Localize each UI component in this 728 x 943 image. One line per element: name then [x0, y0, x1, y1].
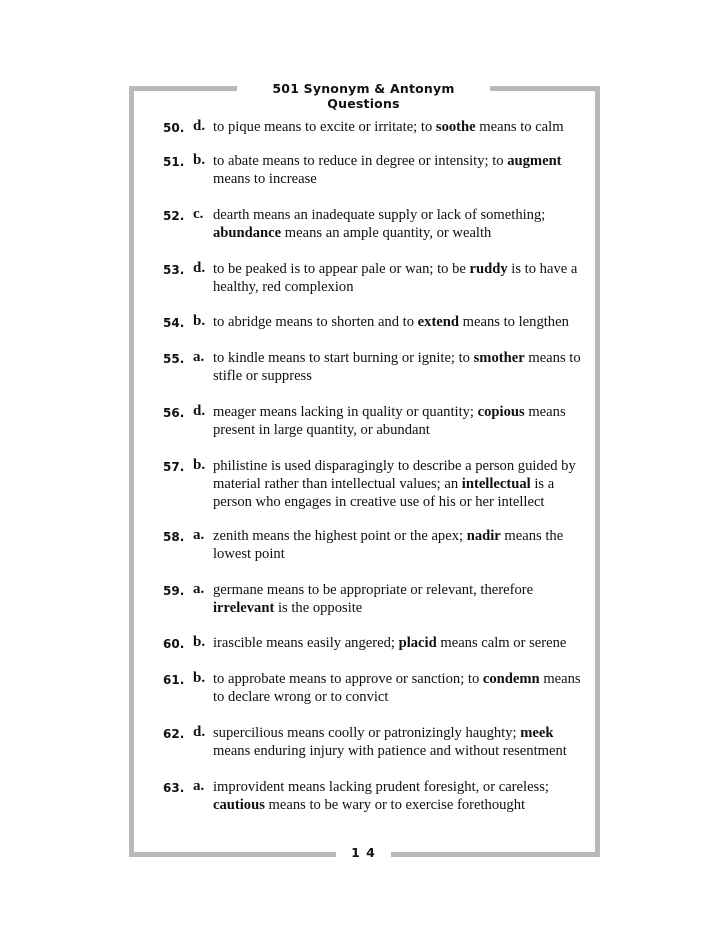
antonym-term: abundance — [213, 225, 282, 241]
explanation-text: means to increase — [213, 171, 317, 187]
explanation-text: to abate means to reduce in degree or intensity; to — [213, 153, 508, 169]
answer-letter: d. — [193, 260, 206, 276]
answer-letter: b. — [193, 313, 206, 329]
explanation-text: means an ample quantity, or wealth — [281, 225, 492, 241]
explanation-text: dearth means an inadequate supply or lack of something; — [213, 207, 546, 223]
answer-number: 50. — [163, 121, 185, 135]
explanation-text: to approbate means to approve or sanction; to — [213, 671, 483, 687]
answer-explanation — [213, 349, 583, 385]
answer-number: 57. — [163, 460, 185, 474]
answer-number: 63. — [163, 781, 185, 795]
answer-letter: a. — [193, 581, 205, 597]
antonym-term: nadir — [466, 528, 501, 544]
answer-letter: d. — [193, 118, 206, 134]
explanation-text: meager means lacking in quality or quantity; — [213, 404, 478, 420]
answer-number: 51. — [163, 155, 185, 169]
antonym-term: meek — [520, 725, 554, 741]
answer-number: 60. — [163, 637, 185, 651]
explanation-text: means enduring injury with patience and without resentment — [213, 743, 567, 759]
explanation-text: to kindle means to start burning or ignite; to — [213, 350, 474, 366]
page-header-title: 501 Synonym & Antonym Questions — [272, 81, 455, 111]
antonym-term: soothe — [435, 119, 476, 135]
answer-explanation — [213, 778, 583, 814]
explanation-text: zenith means the highest point or the apex; — [213, 528, 467, 544]
explanation-text: to abridge means to shorten and to — [213, 314, 418, 330]
explanation-text: means the lowest point — [213, 528, 564, 562]
explanation-text: is a person who engages in creative use of his or her intellect — [213, 476, 555, 510]
answer-number: 62. — [163, 727, 185, 741]
antonym-term: cautious — [213, 797, 265, 813]
answer-number: 58. — [163, 530, 185, 544]
answer-explanation — [213, 670, 583, 706]
explanation-text: is to have a healthy, red complexion — [213, 261, 578, 295]
explanation-text: to be peaked is to appear pale or wan; to be — [213, 261, 470, 277]
antonym-term: placid — [398, 635, 437, 651]
answer-letter: b. — [193, 152, 206, 168]
explanation-text: means to calm — [475, 119, 564, 135]
answer-explanation — [213, 527, 583, 563]
answer-number: 52. — [163, 209, 185, 223]
antonym-term: copious — [477, 404, 525, 420]
antonym-term: intellectual — [461, 476, 531, 492]
explanation-text: germane means to be appropriate or relevant, therefore — [213, 582, 534, 598]
explanation-text: means to stifle or suppress — [213, 350, 581, 384]
explanation-text: philistine is used disparagingly to describe a person guided by material rather than intellectual values; an — [213, 458, 576, 492]
answer-explanation — [213, 581, 583, 617]
answer-number: 54. — [163, 316, 185, 330]
answer-explanation — [213, 457, 583, 511]
answer-explanation — [213, 313, 583, 331]
answer-number: 59. — [163, 584, 185, 598]
explanation-text: supercilious means coolly or patronizingly haughty; — [213, 725, 521, 741]
answer-letter: b. — [193, 457, 206, 473]
explanation-text: means to declare wrong or to convict — [213, 671, 581, 705]
answer-letter: c. — [193, 206, 204, 222]
answer-number: 61. — [163, 673, 185, 687]
answer-explanation — [213, 152, 583, 188]
answer-explanation — [213, 260, 583, 296]
explanation-text: means present in large quantity, or abundant — [213, 404, 566, 438]
page-number: 1 4 — [351, 845, 376, 860]
antonym-term: smother — [473, 350, 525, 366]
explanation-text: means calm or serene — [436, 635, 567, 651]
answer-letter: a. — [193, 527, 205, 543]
answer-explanation — [213, 634, 583, 652]
answer-letter: d. — [193, 724, 206, 740]
answer-number: 55. — [163, 352, 185, 366]
antonym-term: augment — [507, 153, 562, 169]
antonym-term: extend — [417, 314, 460, 330]
answer-letter: b. — [193, 670, 206, 686]
answer-letter: a. — [193, 778, 205, 794]
answer-explanation — [213, 206, 583, 242]
explanation-text: is the opposite — [274, 600, 363, 616]
explanation-text: means to lengthen — [459, 314, 569, 330]
answer-explanation — [213, 403, 583, 439]
antonym-term: condemn — [482, 671, 540, 687]
answer-letter: b. — [193, 634, 206, 650]
answer-explanation — [213, 724, 583, 760]
answer-number: 53. — [163, 263, 185, 277]
antonym-term: irrelevant — [213, 600, 275, 616]
answer-explanation — [213, 118, 583, 136]
antonym-term: ruddy — [469, 261, 508, 277]
answer-letter: a. — [193, 349, 205, 365]
explanation-text: irascible means easily angered; — [213, 635, 399, 651]
explanation-text: means to be wary or to exercise forethought — [264, 797, 526, 813]
explanation-text: to pique means to excite or irritate; to — [213, 119, 436, 135]
answer-letter: d. — [193, 403, 206, 419]
answer-number: 56. — [163, 406, 185, 420]
explanation-text: improvident means lacking prudent foresight, or careless; — [213, 779, 549, 795]
